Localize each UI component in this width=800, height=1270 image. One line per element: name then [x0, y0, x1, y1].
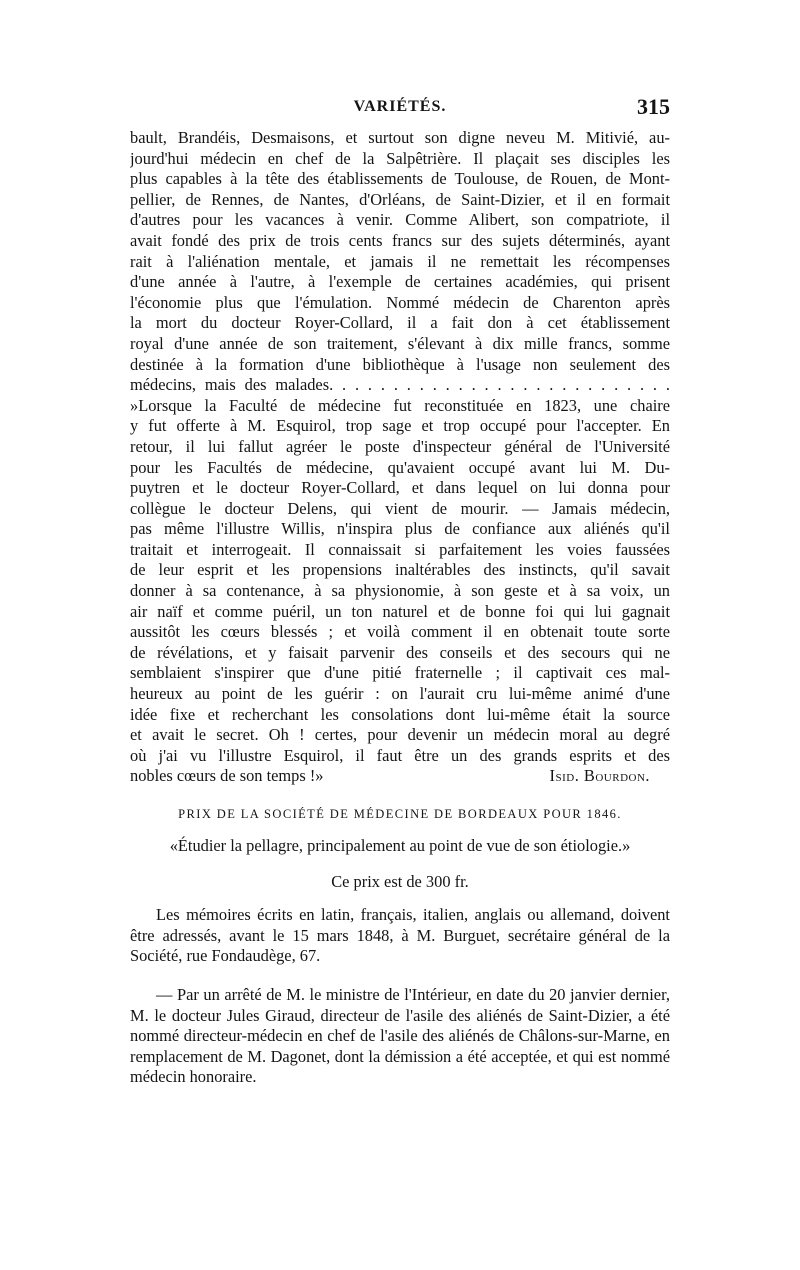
text-line: de leur esprit et les propensions inaltérables des instincts, qu'il savait — [130, 560, 670, 580]
text-line: heureux au point de les guérir : on l'aurait cru lui-même animé d'une — [130, 684, 670, 704]
text-line: d'une année à l'autre, à l'exemple de certaines académies, qui prisent — [130, 272, 670, 292]
text-line: »Lorsque la Faculté de médecine fut reconstituée en 1823, une chaire — [130, 395, 670, 415]
text-line: puytren et le docteur Royer-Collard, et dans lequel on lui donna pour — [130, 478, 670, 498]
text-line: y fut offerte à M. Esquirol, trop sage et trop occupé pour l'accepter. En — [130, 416, 670, 436]
text-line: retour, il lui fallut agréer le poste d'inspecteur général de l'Université — [130, 436, 670, 456]
text-line: de révélations, et y faisait parvenir des conseils et des secours qui ne — [130, 642, 670, 662]
prize-topic: «Étudier la pellagre, principalement au point de vue de son étiologie.» — [169, 836, 631, 855]
text-line: avait fondé des prix de trois cents francs sur des sujets déterminés, ayant — [130, 230, 670, 250]
text-line: médecins, mais des malades. . . . . . . . . . . . . . . . . . . . . . . . . . . — [130, 375, 670, 395]
text-line: jourd'hui médecin en chef de la Salpêtrière. Il plaçait ses disciples les — [130, 148, 670, 168]
text-line: l'économie plus que l'émulation. Nommé médecin de Charenton après — [130, 292, 670, 312]
closing-line — [130, 766, 670, 787]
esquirol-section — [130, 128, 670, 787]
text-line: semblaient s'inspirer que d'une pitié fraternelle ; il captivait ces mal- — [130, 663, 670, 683]
text-line: destinée à la formation d'une bibliothèque à l'usage non seulement des — [130, 354, 670, 374]
text-line: donner à sa contenance, à sa physionomie, à son geste et à sa voix, un — [130, 581, 670, 601]
memoires-section — [130, 905, 670, 967]
text-line: bault, Brandéis, Desmaisons, et surtout son digne neveu M. Mitivié, au- — [130, 128, 670, 147]
text-line: traitait et interrogeait. Il connaissait si parfaitement les voies faussées — [130, 539, 670, 559]
text-line: pellier, de Rennes, de Nantes, d'Orléans, de Saint-Dizier, et il en formait — [130, 189, 670, 209]
prize-heading: PRIX DE LA SOCIÉTÉ DE MÉDECINE DE BORDEAUX POUR 1846. — [178, 807, 622, 821]
text-line: la mort du docteur Royer-Collard, il a fait don à cet établissement — [130, 313, 670, 333]
text-line: pour les Facultés de médecine, qu'avaient occupé avant lui M. Du- — [130, 457, 670, 477]
text-line: où j'ai vu l'illustre Esquirol, il faut être un des grands esprits et des — [130, 745, 670, 765]
text-line: pas même l'illustre Willis, n'inspira plus de confiance aux aliénés qu'il — [130, 519, 670, 539]
text-line: air naïf et comme puéril, un ton naturel et de bonne foi qui lui gagnait — [130, 601, 670, 621]
text-line: et avait le secret. Oh ! certes, pour devenir un médecin moral au degré — [130, 725, 670, 745]
text-line: d'autres pour les vacances à venir. Comme Alibert, son compatriote, il — [130, 210, 670, 230]
text-line: rait à l'aliénation mentale, et jamais il ne remettait les récompenses — [130, 251, 670, 271]
arrete-section — [130, 985, 670, 1088]
text-line: idée fixe et recherchant les consolations dont lui-même était la source — [130, 704, 670, 724]
text-line: aussitôt les cœurs blessés ; et voilà comment il en obtenait toute sorte — [130, 622, 670, 642]
running-head — [130, 94, 670, 122]
arrete-paragraph: — Par un arrêté de M. le ministre de l'Intérieur, en date du 20 janvier dernier, M. le docteur Jules Giraud, directeur de l'asile des aliénés de Saint-Dizier, a été nommé directeur-médecin en chef de l'asile des aliénés de Châlons-sur-Marne, en remplacement de M. Dagonet, dont la démission a été acceptée, et qui est nommé médecin honoraire. — [130, 985, 670, 1087]
running-head-title: VARIÉTÉS. — [353, 98, 447, 115]
author-signature: Isid. Bourdon. — [549, 766, 650, 786]
memoires-paragraph: Les mémoires écrits en latin, français, italien, anglais ou allemand, doivent être adressés, avant le 15 mars 1848, à M. Burguet, secrétaire général de la Société, rue Fondaudège, 67. — [130, 905, 670, 966]
text-line: plus capables à la tête des établissements de Toulouse, de Rouen, de Mont- — [130, 169, 670, 189]
text-line: collègue le docteur Delens, qui vient de mourir. — Jamais médecin, — [130, 498, 670, 518]
prize-amount: Ce prix est de 300 fr. — [331, 872, 469, 891]
closing-quote: nobles cœurs de son temps !» — [130, 766, 324, 786]
text-line: royal d'une année de son traitement, s'élevant à dix mille francs, somme — [130, 333, 670, 353]
page-number: 315 — [637, 94, 670, 119]
